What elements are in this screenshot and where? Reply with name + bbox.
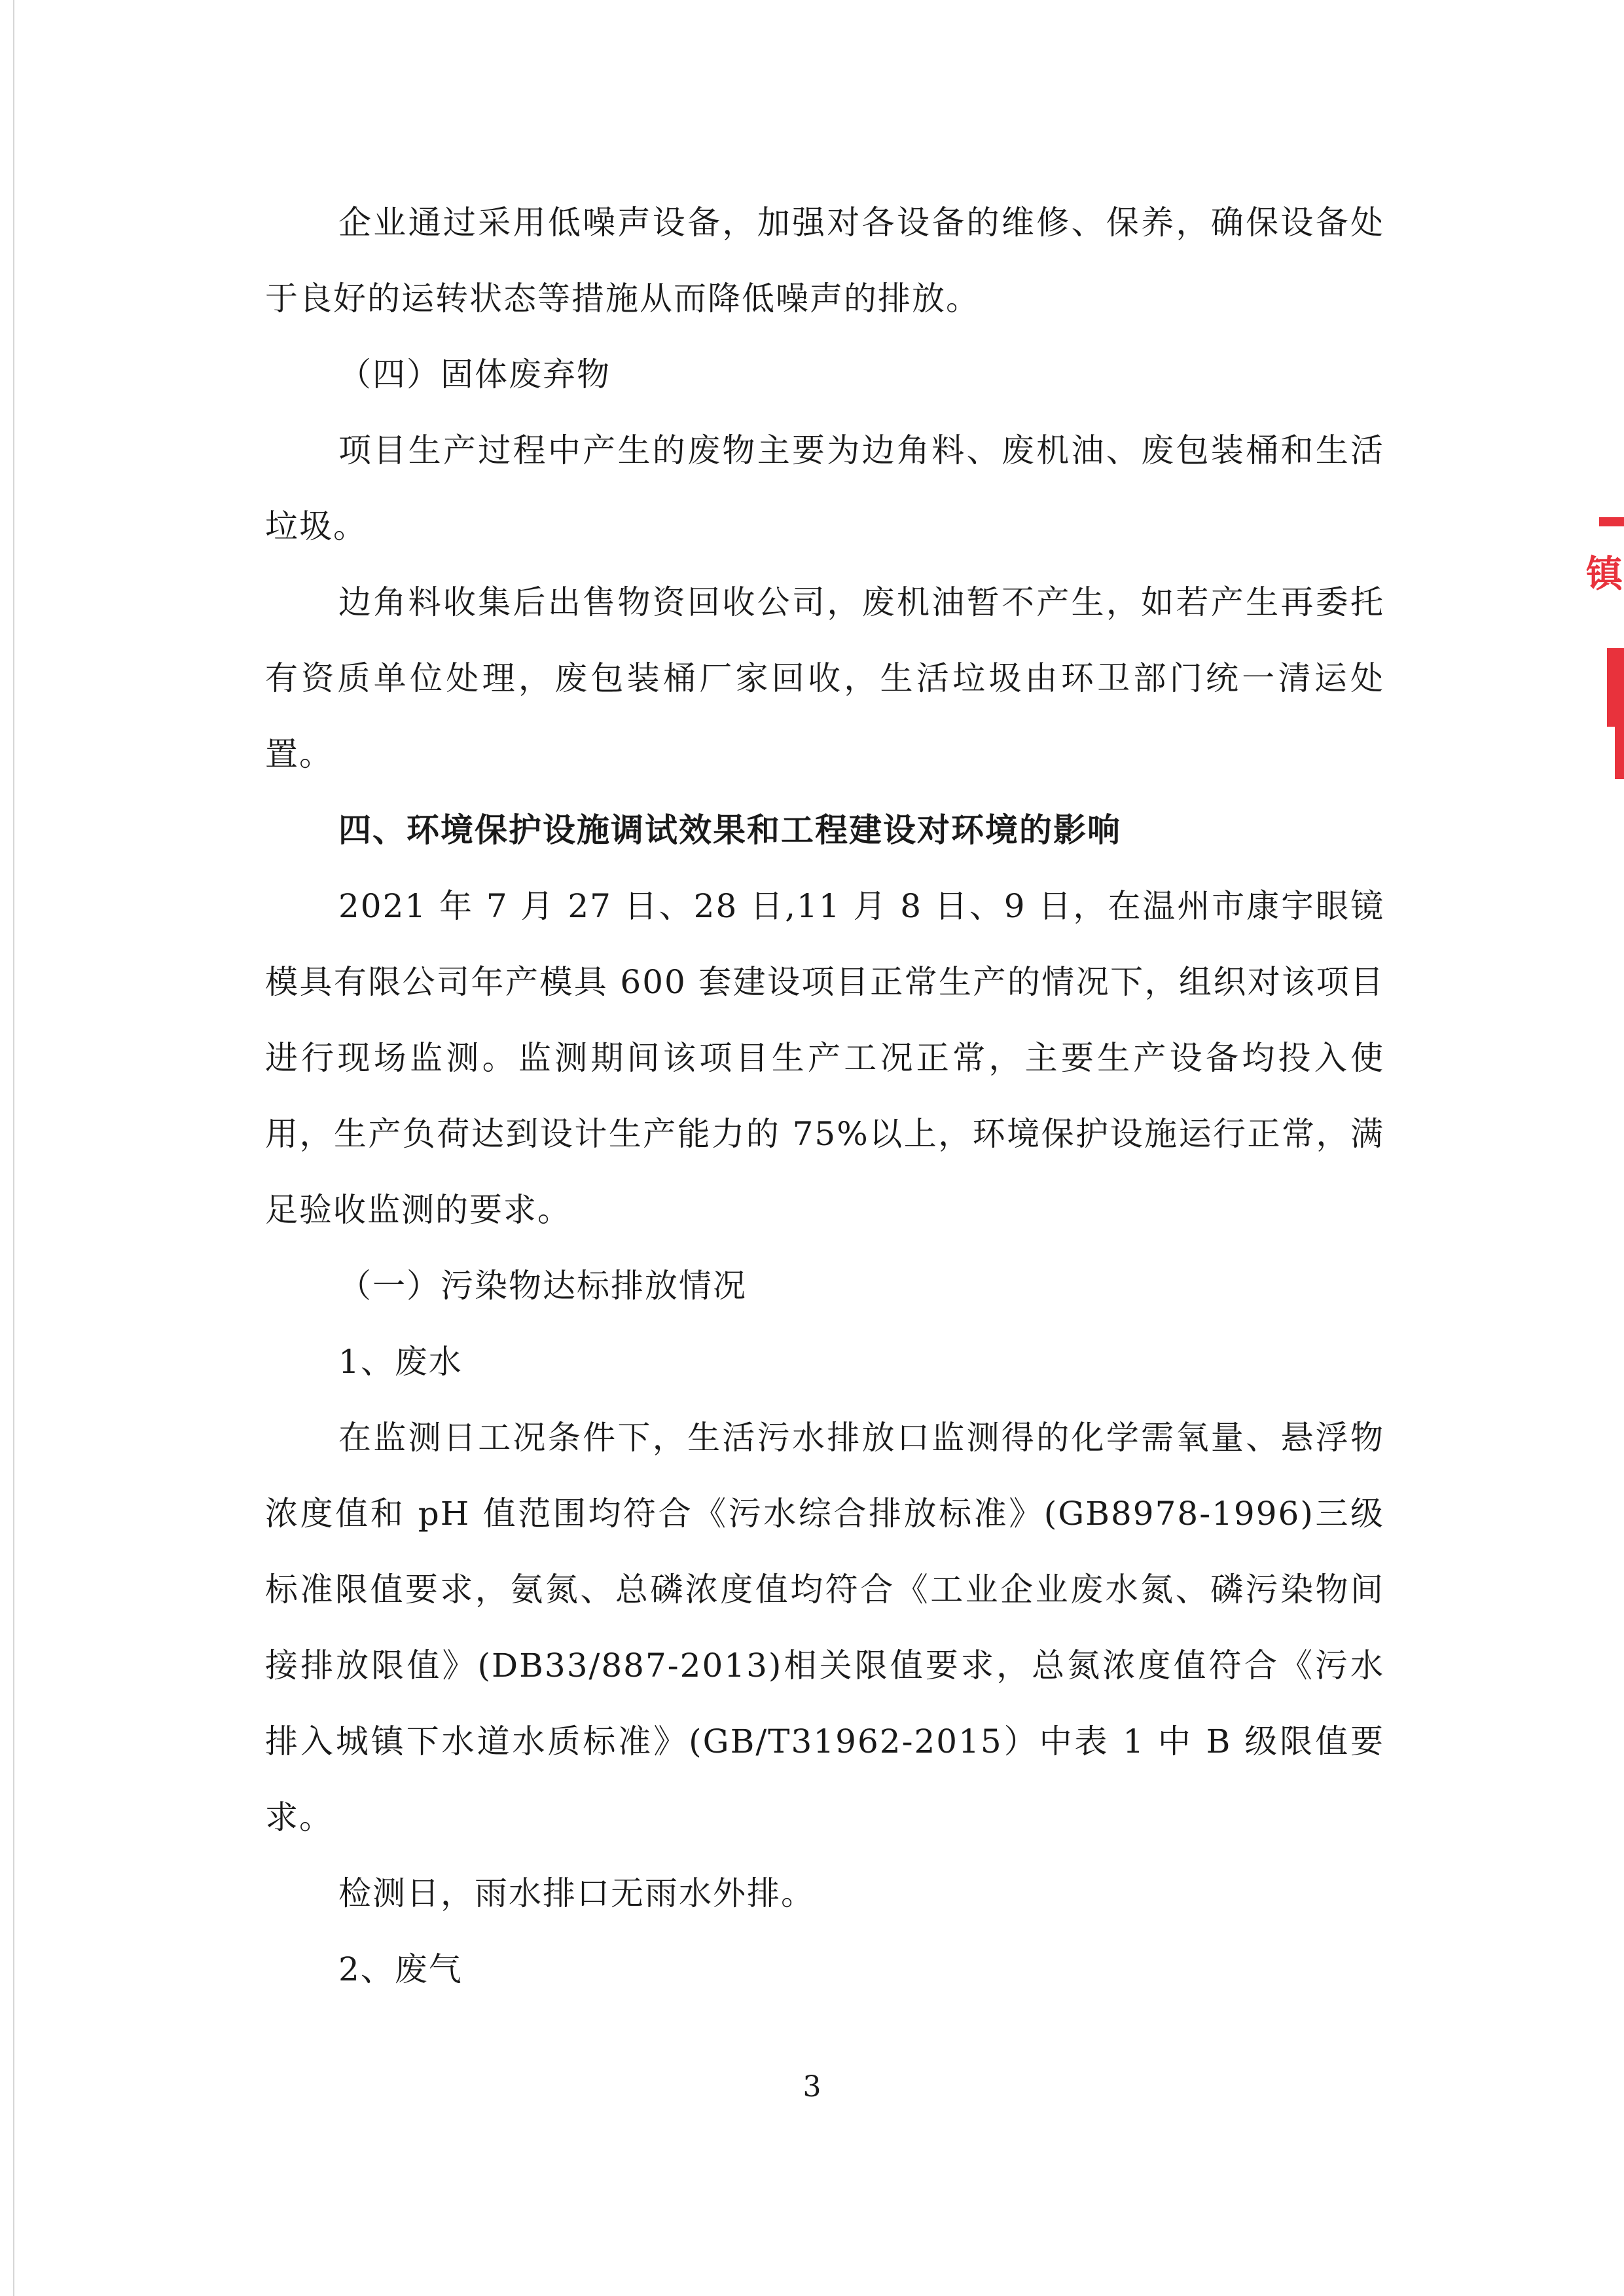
red-stamp-fragment [1586, 517, 1624, 818]
paragraph-wastewater-results: 在监测日工况条件下，生活污水排放口监测得的化学需氧量、悬浮物浓度值和 pH 值范围均符合《污水综合排放标准》(GB8978-1996)三级标准限值要求，氨氮、总磷浓度值均符合《工业企业废水氮、磷污染物间接排放限值》(DB33/887-2013)相关限值要求，总氮浓度值符合《污水排入城镇下水道水质标准》(GB/T31962-2015）中表 1 中 B 级限值要求。 [265, 1419, 1384, 1836]
page-number: 3 [803, 2070, 821, 2104]
stamp-partial-char: 镇 [1586, 553, 1623, 596]
paragraph-monitoring-conditions: 2021 年 7 月 27 日、28 日,11 月 8 日、9 日，在温州市康宇眼镜模具有限公司年产模具 600 套建设项目正常生产的情况下，组织对该项目进行现场监测。监测期间该项目生产工况正常，主要生产设备均投入使用，生产负荷达到设计生产能力的 75%以上，环境保护设施运行正常，满足验收监测的要求。 [265, 887, 1384, 1229]
paragraph-rainwater: 检测日，雨水排口无雨水外排。 [338, 1874, 815, 1912]
subheading-pollutant-emission: （一）污染物达标排放情况 [338, 1267, 747, 1305]
heading-section-four: 四、环境保护设施调试效果和工程建设对环境的影响 [338, 811, 1121, 849]
stamp-edge-bottom [1615, 727, 1624, 779]
paragraph-noise-measures: 企业通过采用低噪声设备，加强对各设备的维修、保养，确保设备处于良好的运转状态等措施从而降低噪声的排放。 [265, 204, 1384, 318]
stamp-edge-middle [1607, 648, 1624, 727]
stamp-edge-top [1599, 517, 1624, 526]
body-text [265, 185, 1384, 2007]
subheading-solid-waste: （四）固体废弃物 [338, 355, 611, 393]
subheading-wastewater: 1、废水 [338, 1343, 463, 1381]
subheading-waste-gas: 2、废气 [338, 1950, 463, 1988]
paragraph-waste-types: 项目生产过程中产生的废物主要为边角料、废机油、废包装桶和生活垃圾。 [265, 431, 1384, 545]
scan-edge-line [13, 0, 14, 2296]
paragraph-waste-disposal: 边角料收集后出售物资回收公司，废机油暂不产生，如若产生再委托有资质单位处理，废包装桶厂家回收，生活垃圾由环卫部门统一清运处置。 [265, 583, 1384, 773]
